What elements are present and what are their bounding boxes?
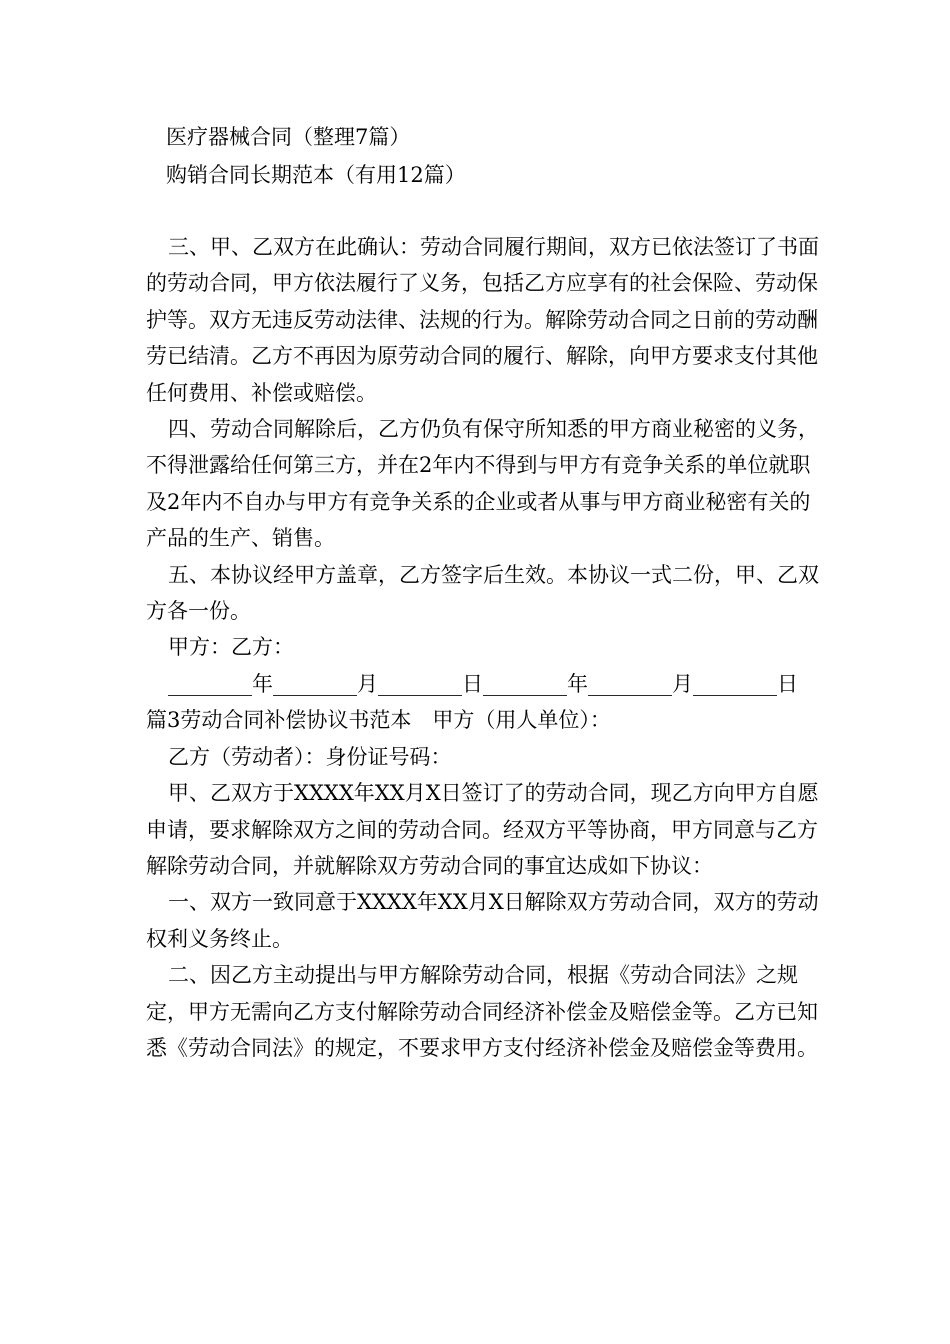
related-link-1[interactable]: 医疗器械合同（整理7篇） — [166, 125, 411, 149]
paragraph-clause-1: 一、双方一致同意于XXXX年XX月X日解除双方劳动合同，双方的劳动权利义务终止。 — [146, 890, 819, 951]
paragraph-clause-2: 二、因乙方主动提出与甲方解除劳动合同，根据《劳动合同法》之规定，甲方无需向乙方支付解除劳动合同经济补偿金及赔偿金等。乙方已知悉《劳动合同法》的规定，不要求甲方支付经济补偿金及赔偿金等费用。 — [146, 963, 818, 1060]
agreement-intro: 甲、乙双方于XXXX年XX月X日签订了的劳动合同，现乙方向甲方自愿申请，要求解除双方之间的劳动合同。经双方平等协商，甲方同意与乙方解除劳动合同，并就解除双方劳动合同的事宜达成如下协议： — [146, 781, 819, 878]
signature-date-line: ________年________月________日________年________月________日 — [168, 671, 798, 696]
signature-parties-line: 甲方：乙方： — [168, 635, 294, 660]
party-b-line: 乙方（劳动者）：身份证号码： — [168, 744, 452, 769]
section-heading: 篇3劳动合同补偿协议书范本 甲方（用人单位）： — [146, 708, 611, 733]
related-link-2[interactable]: 购销合同长期范本（有用12篇） — [166, 163, 466, 187]
paragraph-clause-5: 五、本协议经甲方盖章，乙方签字后生效。本协议一式二份，甲、乙双方各一份。 — [146, 562, 819, 624]
related-links — [166, 118, 806, 194]
paragraph-clause-3: 三、甲、乙双方在此确认：劳动合同履行期间，双方已依法签订了书面的劳动合同，甲方依法履行了义务，包括乙方应享有的社会保险、劳动保护等。双方无违反劳动法律、法规的行为。解除劳动合同之日前的劳动酬劳已结清。乙方不再因为原劳动合同的履行、解除，向甲方要求支付其他任何费用、补偿或赔偿。 — [146, 235, 819, 405]
paragraph-clause-4: 四、劳动合同解除后，乙方仍负有保守所知悉的甲方商业秘密的义务，不得泄露给任何第三方，并在2年内不得到与甲方有竞争关系的单位就职及2年内不自办与甲方有竞争关系的企业或者从事与甲方商业秘密有关的产品的生产、销售。 — [146, 417, 819, 551]
document-body — [146, 229, 826, 1066]
